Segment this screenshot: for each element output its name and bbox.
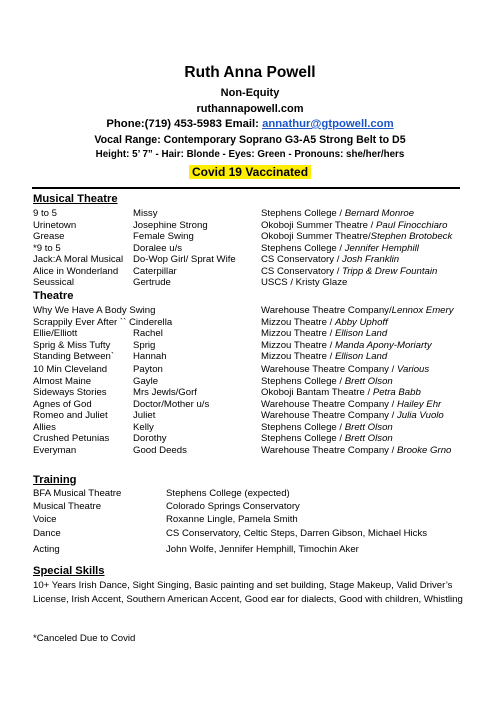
credit-row: Why We Have A Body Swing Warehouse Theatre Company/Lennox Emery — [33, 305, 454, 316]
credit-row: Sideways Stories Mrs Jewls/Gorf Okoboji Bantam Theatre / Petra Babb — [33, 387, 421, 398]
vocal-range: Vocal Range: Contemporary Soprano G3-A5 Strong Belt to D5 — [94, 134, 406, 146]
theatre-heading: Theatre — [33, 290, 74, 302]
credit-row: Romeo and Juliet Juliet Warehouse Theatre Company / Julia Vuolo — [33, 410, 444, 421]
musical-theatre-list — [0, 208, 500, 289]
resume-name: Ruth Anna Powell — [184, 64, 316, 81]
credit-row: 9 to 5 Missy Stephens College / Bernard Monroe — [33, 208, 415, 219]
contact-line — [0, 118, 500, 130]
credit-row: Ellie/Elliott Rachel Mizzou Theatre / Ellison Land — [33, 328, 388, 339]
credit-row: Everyman Good Deeds Warehouse Theatre Company / Brooke Grno — [33, 444, 452, 456]
training-row: Dance CS Conservatory, Celtic Steps, Darren Gibson, Michael Hicks — [33, 528, 428, 539]
credit-row: Almost Maine Gayle Stephens College / Brett Olson — [33, 375, 393, 387]
credit-row: Scrappily Ever After `` Cinderella Mizzou Theatre / Abby Uphoff — [33, 316, 388, 328]
special-skills-text: 10+ Years Irish Dance, Sight Singing, Basic painting and set building, Stage Makeup, Valid Driver’s License, Irish Accent, Southern American Accent, Good ear for dialects, Good with children, Whistling — [33, 580, 463, 605]
credit-row: 10 Min Cleveland Payton Warehouse Theatre Company / Various — [33, 363, 430, 375]
training-list — [0, 487, 500, 558]
union-status: Non-Equity — [220, 87, 280, 99]
training-row: Musical Theatre Colorado Springs Conservatory — [33, 501, 300, 512]
physical-stats: Height: 5’ 7” - Hair: Blonde - Eyes: Green - Pronouns: she/her/hers — [95, 149, 405, 160]
training-row: Acting John Wolfe, Jennifer Hemphill, Timochin Aker — [33, 544, 359, 555]
footnote: *Canceled Due to Covid — [33, 633, 136, 644]
email-link[interactable]: annathur@gtpowell.com — [262, 118, 394, 130]
website-text: ruthannapowell.com — [196, 103, 304, 115]
credit-row: Jack:A Moral Musical Do-Wop Girl/ Sprat Wife CS Conservatory / Josh Franklin — [33, 254, 400, 265]
credit-row: Seussical Gertrude USCS / Kristy Glaze — [33, 277, 348, 288]
special-skills-heading: Special Skills — [33, 565, 105, 577]
credit-row: Urinetown Josephine Strong Okoboji Summer Theatre / Paul Finocchiaro — [33, 219, 448, 231]
credit-row: Alice in Wonderland Caterpillar CS Conservatory / Tripp & Drew Fountain — [33, 265, 438, 277]
training-heading: Training — [33, 474, 77, 486]
vaccination-line — [0, 163, 500, 181]
training-row: BFA Musical Theatre Stephens College (expected) — [33, 488, 290, 499]
credit-row: Sprig & Miss Tufty Sprig Mizzou Theatre / Manda Apony-Moriarty — [33, 339, 432, 351]
credit-row: Crushed Petunias Dorothy Stephens College / Brett Olson — [33, 433, 393, 444]
theatre-list — [0, 305, 500, 456]
training-row: Voice Roxanne Lingle, Pamela Smith — [33, 514, 298, 525]
credit-row: Agnes of God Doctor/Mother u/s Warehouse Theatre Company / Hailey Ehr — [33, 398, 442, 410]
header-divider — [32, 187, 460, 189]
credit-row: *9 to 5 Doralee u/s Stephens College / Jennifer Hemphill — [33, 242, 419, 254]
musical-theatre-heading: Musical Theatre — [33, 193, 118, 205]
vaccination-badge: Covid 19 Vaccinated — [189, 165, 311, 179]
credit-row: Allies Kelly Stephens College / Brett Olson — [33, 421, 393, 433]
credit-row: Grease Female Swing Okoboji Summer Theatre/Stephen Brotobeck — [33, 231, 453, 242]
credit-row: Standing Between` Hannah Mizzou Theatre / Ellison Land — [33, 351, 388, 362]
phone-label: Phone:(719) 453-5983 Email: — [106, 118, 263, 130]
